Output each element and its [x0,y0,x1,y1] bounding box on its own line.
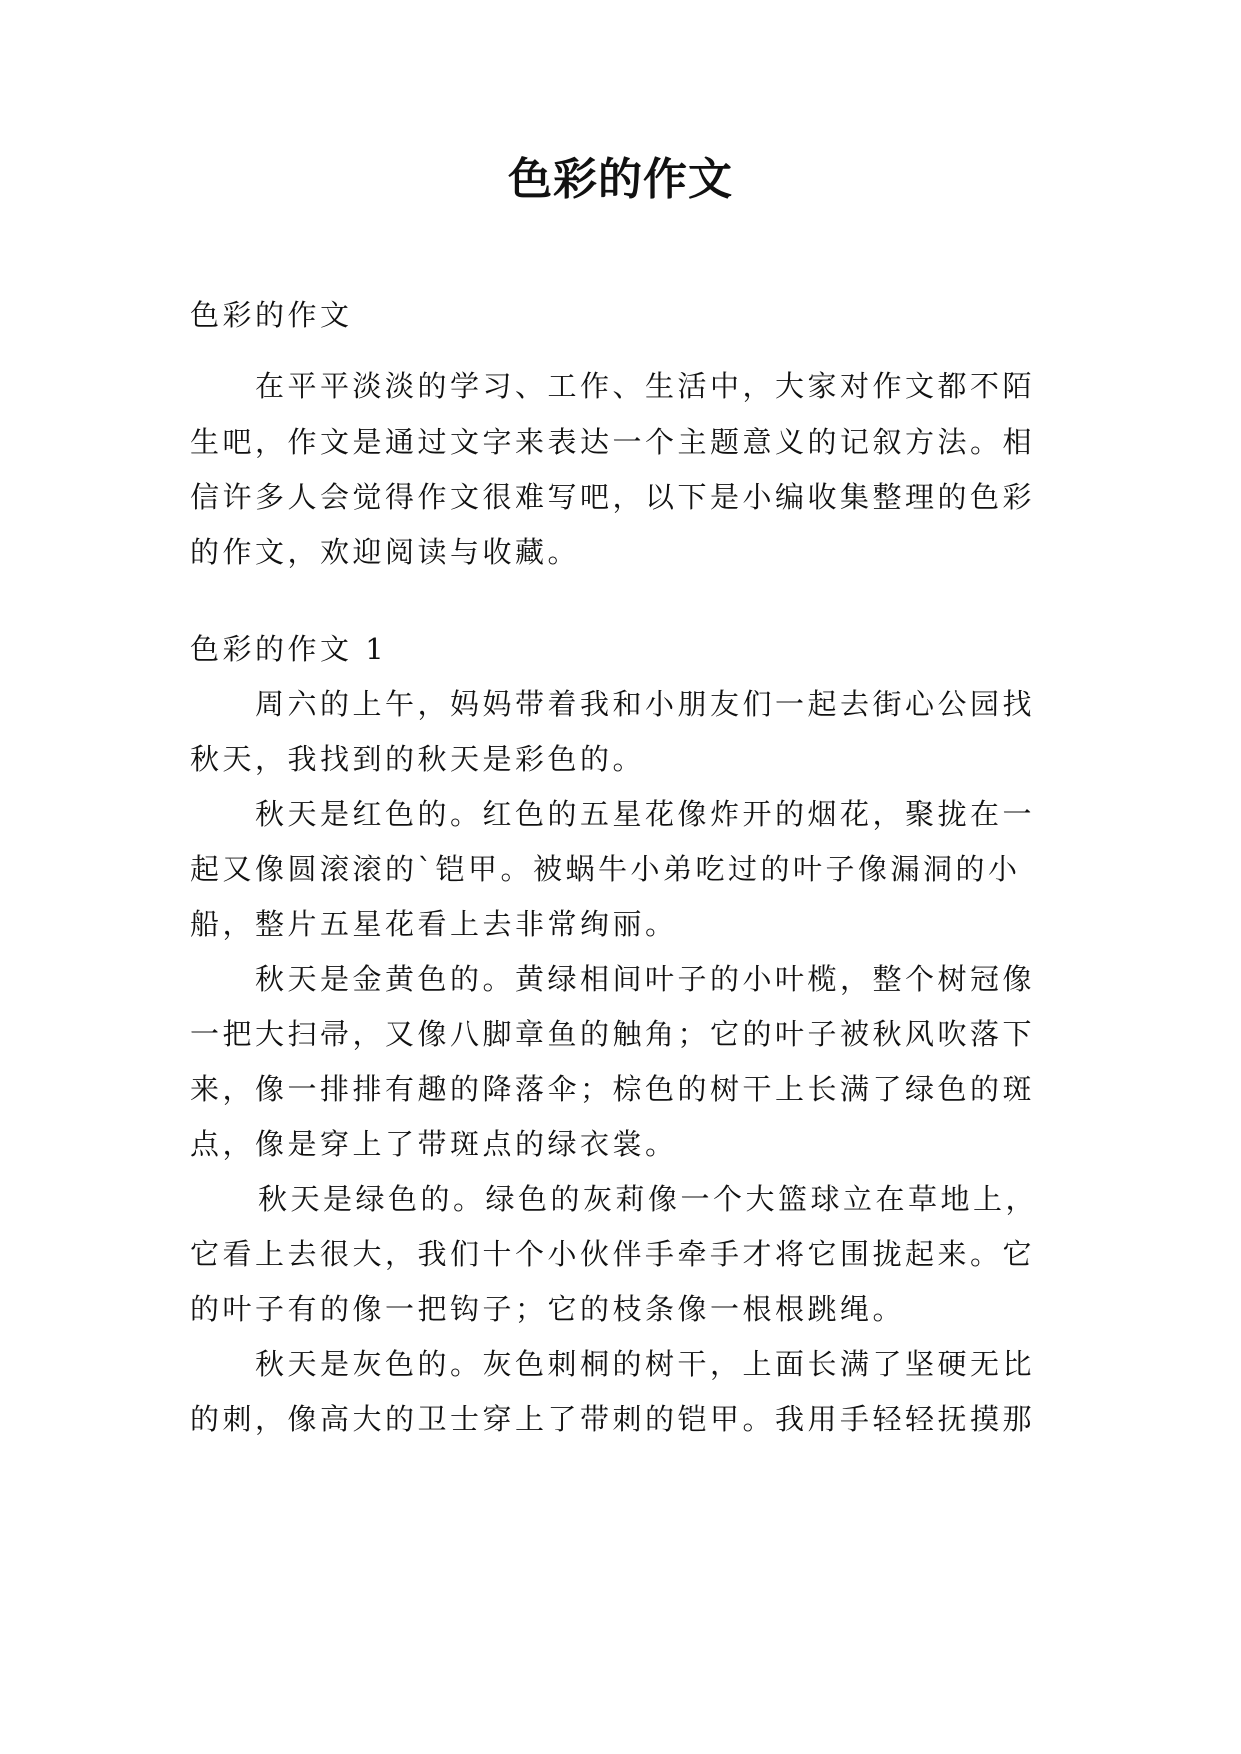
body-line: 的叶子有的像一把钩子；它的枝条像一根根跳绳。 [190,1292,906,1326]
body-line: 秋天是金黄色的。黄绿相间叶子的小叶榄，整个树冠像 [255,962,1036,996]
section-heading: 色彩的作文 1 [190,632,388,666]
body-line: 起又像圆滚滚的`铠甲。被蜗牛小弟吃过的叶子像漏洞的小 [190,852,1021,886]
body-line: 秋天是灰色的。灰色刺桐的树干，上面长满了坚硬无比 [255,1347,1036,1381]
intro-line: 信许多人会觉得作文很难写吧，以下是小编收集整理的色彩 [190,480,1036,514]
body-line: 它看上去很大，我们十个小伙伴手牵手才将它围拢起来。它 [190,1237,1036,1271]
body-line: 秋天是红色的。红色的五星花像炸开的烟花，聚拢在一 [255,797,1036,831]
body-line: 点，像是穿上了带斑点的绿衣裳。 [190,1127,678,1161]
body-line: 秋天，我找到的秋天是彩色的。 [190,742,646,776]
intro-line: 生吧，作文是通过文字来表达一个主题意义的记叙方法。相 [190,425,1036,459]
document-title: 色彩的作文 [508,154,733,205]
body-line: 的刺，像高大的卫士穿上了带刺的铠甲。我用手轻轻抚摸那 [190,1402,1036,1436]
intro-line: 在平平淡淡的学习、工作、生活中，大家对作文都不陌 [255,369,1036,403]
body-line: 来，像一排排有趣的降落伞；棕色的树干上长满了绿色的斑 [190,1072,1036,1106]
body-line: 船，整片五星花看上去非常绚丽。 [190,907,678,941]
document-subtitle: 色彩的作文 [190,298,353,332]
intro-line: 的作文，欢迎阅读与收藏。 [190,535,581,569]
body-line: 一把大扫帚，又像八脚章鱼的触角；它的叶子被秋风吹落下 [190,1017,1036,1051]
body-line: 周六的上午，妈妈带着我和小朋友们一起去街心公园找 [255,687,1036,721]
body-line: 秋天是绿色的。绿色的灰莉像一个大篮球立在草地上， [258,1182,1039,1216]
